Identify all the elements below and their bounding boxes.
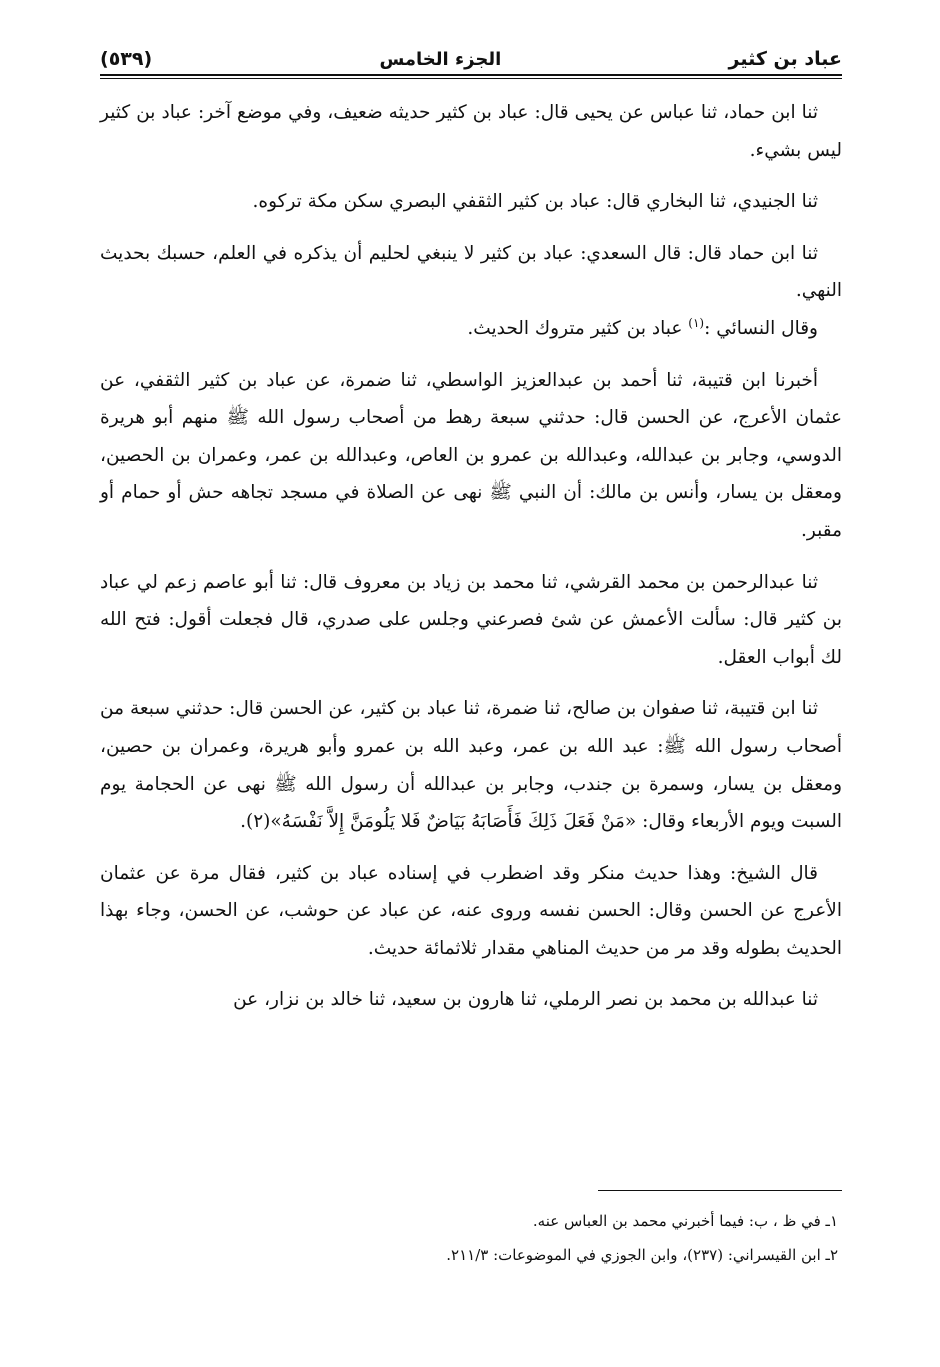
paragraph-1: ثنا ابن حماد، ثنا عباس عن يحيى قال: عباد بن كثير حديثه ضعيف، وفي موضع آخر: عباد بن كثير ليس بشيء. bbox=[100, 102, 842, 161]
header-page-number: (٥٣٩) bbox=[100, 48, 153, 70]
header-volume-title: الجزء الخامس bbox=[379, 49, 502, 70]
header-entry-name: عباد بن كثير bbox=[728, 48, 842, 70]
paragraph-2: ثنا الجنيدي، ثنا البخاري قال: عباد بن كثير الثقفي البصري سكن مكة تركوه. bbox=[252, 191, 818, 213]
main-text bbox=[100, 94, 842, 1019]
paragraph-6: ثنا ابن قتيبة، ثنا صفوان بن صالح، ثنا ضمرة، ثنا عباد بن كثير، عن الحسن قال: حدثني سبعة من أصحاب رسول الله ﷺ: عبد الله بن عمر، وعبد الله بن عمرو وأبو هريرة، وعمران بن حصين، ومعقل بن يسار، وسمرة بن جندب، وجابر بن عبدالله أن رسول الله ﷺ نهى عن الحجامة يوم السبت ويوم الأربعاء وقال: «مَنْ فَعَلَ ذَلِكَ فَأَصَابَهُ بَيَاضٌ فَلا يَلُومَنَّ إِلاَّ نَفْسَهُ»(٢). bbox=[100, 698, 842, 833]
paragraph-7: قال الشيخ: وهذا حديث منكر وقد اضطرب في إسناده عباد بن كثير، فقال مرة عن عثمان الأعرج عن الحسن وقال: الحسن نفسه وروى عنه، عن عباد عن حوشب، عن الحسن، وجاء بهذا الحديث بطوله وقد مر من حديث المناهي مقدار ثلاثمائة حديث. bbox=[100, 862, 842, 959]
paragraph-3: ثنا ابن حماد قال: قال السعدي: عباد بن كثير لا ينبغي لحليم أن يذكره في العلم، حسبك بحديث النهي. bbox=[100, 242, 842, 302]
paragraph-5: ثنا عبدالرحمن بن محمد القرشي، ثنا محمد بن زياد بن معروف قال: ثنا أبو عاصم زعم لي عباد بن كثير قال: سألت الأعمش عن شئ فصرعني وجلس على صدري، قال فجعلت أقول: فتح الله لك أبواب العقل. bbox=[100, 571, 842, 668]
nasai-quote: عباد بن كثير متروك الحديث. bbox=[467, 317, 689, 339]
paragraph-8: ثنا عبدالله بن محمد بن نصر الرملي، ثنا هارون بن سعيد، ثنا خالد بن نزار، عن bbox=[233, 989, 818, 1011]
footnote-1: ١ـ في ظ ، ب: فيما أخبرني محمد بن العباس عنه. bbox=[532, 1212, 838, 1230]
header-divider bbox=[100, 74, 842, 79]
nasai-intro: وقال النسائي : bbox=[704, 317, 818, 339]
footnote-divider bbox=[598, 1190, 842, 1191]
footnote-ref-1: (١) bbox=[688, 315, 705, 330]
paragraph-4: أخبرنا ابن قتيبة، ثنا أحمد بن عبدالعزيز الواسطي، ثنا ضمرة، عن عباد بن كثير الثقفي، عن عثمان الأعرج، عن الحسن قال: حدثني سبعة رهط من أصحاب رسول الله ﷺ منهم أبو هريرة الدوسي، وجابر بن عبدالله، وعبدالله بن عمرو بن العاص، وعبدالله بن عمر، وعمران بن الحصين، ومعقل بن يسار، وأنس بن مالك: أن النبي ﷺ نهى عن الصلاة في مسجد تجاهه حش أو حمام أو مقبر. bbox=[100, 369, 842, 541]
footnote-2: ٢ـ ابن القيسراني: (٢٣٧)، وابن الجوزي في الموضوعات: ٢١١/٣. bbox=[446, 1246, 838, 1264]
paragraph-nasai bbox=[100, 310, 842, 348]
running-header bbox=[100, 30, 842, 70]
footnotes bbox=[100, 1204, 842, 1272]
